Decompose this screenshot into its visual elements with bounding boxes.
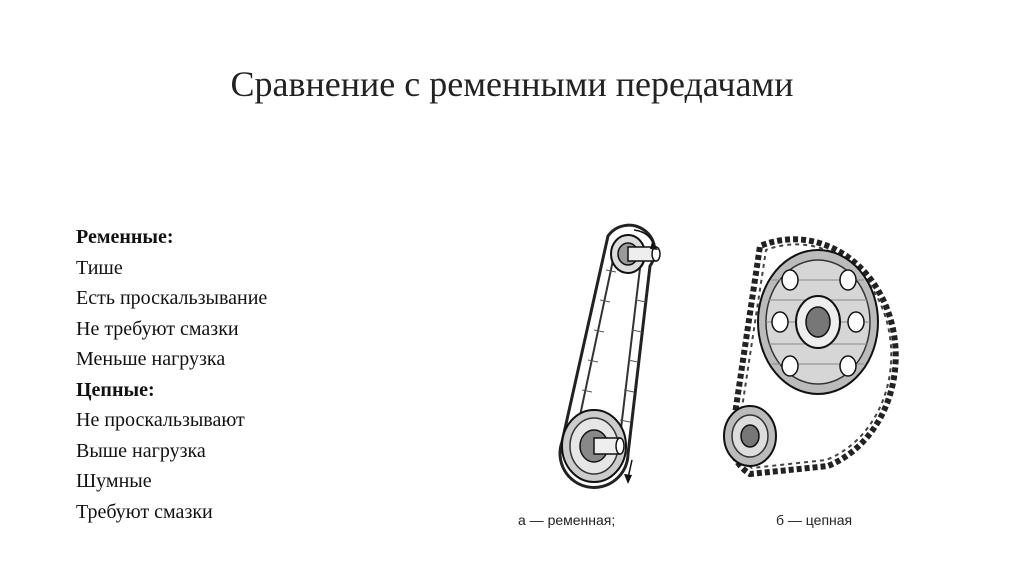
large-sprocket: [758, 250, 878, 394]
belt-drive-caption: а — ременная;: [518, 512, 616, 528]
chain-heading: Цепные:: [76, 378, 155, 401]
direction-arrow-head: [624, 474, 632, 484]
chain-drive-caption: б — цепная: [776, 512, 853, 528]
chain-item: Выше нагрузка: [76, 439, 206, 462]
chain-drive-illustration: [680, 210, 900, 510]
belt-item: Есть проскальзывание: [76, 287, 268, 309]
belt-item: Не требуют смазки: [76, 317, 239, 340]
chain-item: Шумные: [76, 470, 152, 492]
large-pulley: [562, 410, 626, 482]
belt-drive-illustration: [500, 210, 680, 510]
small-sprocket: [724, 406, 776, 466]
comparison-list: [76, 222, 436, 527]
chain-item: Не проскальзывают: [76, 409, 245, 431]
belt-heading: Ременные:: [76, 226, 174, 248]
belt-item: Тише: [76, 256, 123, 279]
belt-item: Меньше нагрузка: [76, 348, 226, 370]
transmission-figure: [500, 210, 920, 550]
chain-item: Требуют смазки: [76, 500, 213, 523]
slide-title: Сравнение с ременными передачами: [230, 64, 794, 104]
